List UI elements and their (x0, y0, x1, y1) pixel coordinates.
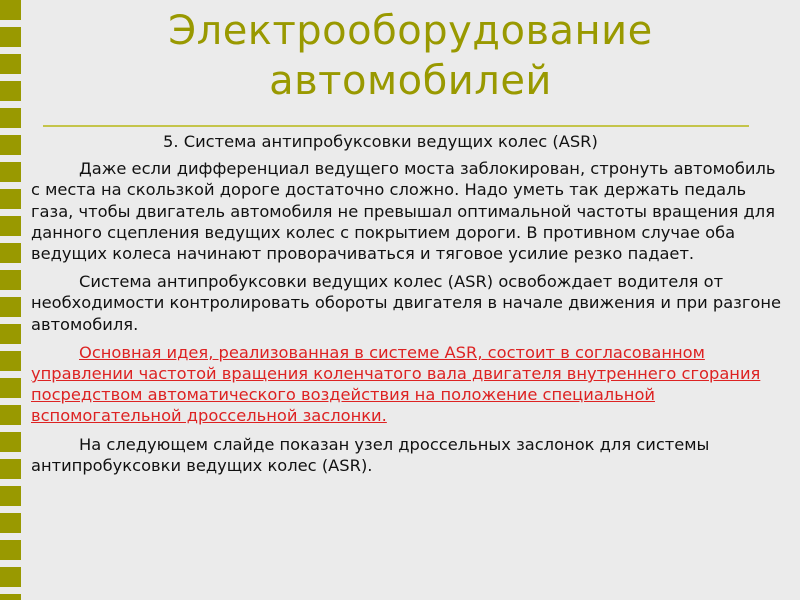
side-decoration-strip (0, 0, 21, 600)
strip-square (0, 513, 21, 533)
slide-title-line-1: Электрооборудование (168, 8, 653, 54)
paragraph-4: На следующем слайде показан узел дроссельных заслонок для системы антипробуксовки ведущих колес (ASR). (31, 434, 710, 475)
strip-square (0, 297, 21, 317)
strip-square (0, 432, 21, 452)
strip-square (0, 216, 21, 236)
section-heading: 5. Система антипробуксовки ведущих колес (ASR) (163, 132, 598, 151)
strip-square (0, 27, 21, 47)
strip-square (0, 540, 21, 560)
strip-square (0, 162, 21, 182)
strip-square (0, 405, 21, 425)
paragraph-1: Даже если дифференциал ведущего моста заблокирован, стронуть автомобиль с места на скользкой дороге достаточно сложно. Надо уметь так держать педаль газа, чтобы двигатель автомобиля не превышал оптимальной частоты вращения для данного сцепления ведущих колес с покрытием дороги. В противном случае оба ведущих колеса начинают проворачиваться и тяговое усилие резко падает. (31, 159, 776, 264)
strip-square (0, 135, 21, 155)
strip-square (0, 594, 21, 600)
paragraph-3-highlighted: Основная идея, реализованная в системе ASR, состоит в согласованном управлении частотой вращения коленчатого вала двигателя внутреннего сгорания посредством автоматического воздействия на положение специальной вспомогательной дроссельной заслонки. (31, 342, 761, 426)
slide-body (31, 131, 786, 483)
strip-square (0, 567, 21, 587)
slide-title (21, 6, 800, 106)
strip-square (0, 243, 21, 263)
strip-square (0, 0, 21, 20)
strip-square (0, 108, 21, 128)
strip-square (0, 378, 21, 398)
title-divider (43, 125, 749, 127)
strip-square (0, 270, 21, 290)
strip-square (0, 459, 21, 479)
strip-square (0, 54, 21, 74)
slide-title-line-2: автомобилей (269, 58, 552, 104)
strip-square (0, 189, 21, 209)
strip-square (0, 486, 21, 506)
strip-square (0, 81, 21, 101)
strip-square (0, 351, 21, 371)
strip-square (0, 324, 21, 344)
paragraph-2: Система антипробуксовки ведущих колес (ASR) освобождает водителя от необходимости контролировать обороты двигателя в начале движения и при разгоне автомобиля. (31, 272, 782, 334)
